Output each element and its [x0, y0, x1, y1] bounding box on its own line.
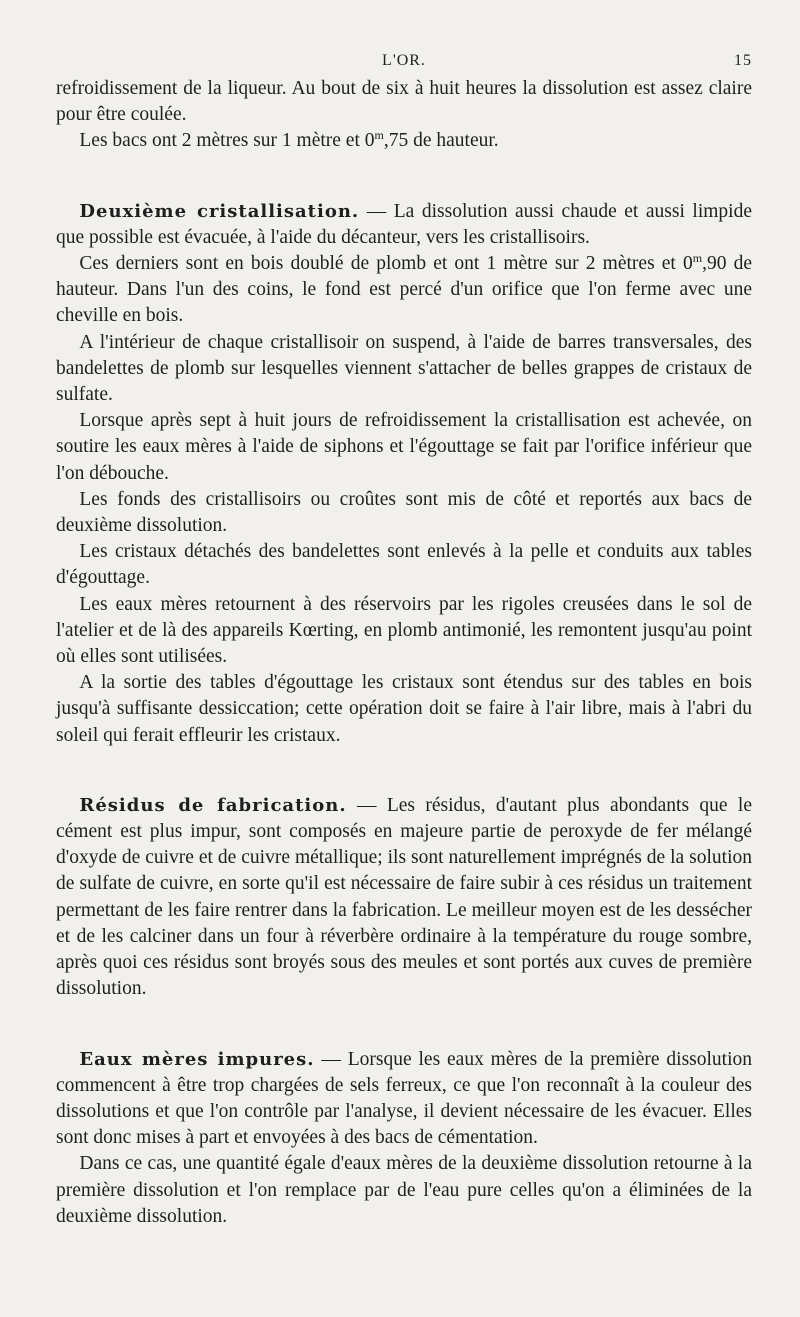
paragraph: Deuxième cristallisation. — La dissolution aussi chaude et aussi limpide que possible est évacuée, à l'aide du décanteur, vers les cristallisoirs. [56, 200, 752, 248]
section-heading: Résidus de fabrication. [79, 794, 347, 816]
page-number: 15 [734, 52, 752, 69]
paragraph: refroidissement de la liqueur. Au bout de six à huit heures la dissolution est assez claire pour être coulée. [56, 78, 752, 126]
paragraph: Les eaux mères retournent à des réservoirs par les rigoles creusées dans le sol de l'atelier et de là des appareils Kœrting, en plomb antimonié, les remontent jusqu'au point où elles sont utilisées. [56, 593, 752, 668]
section-heading: Deuxième cristallisation. [79, 200, 360, 222]
section-residus-de-fabrication [56, 793, 752, 1003]
book-page [56, 48, 752, 1230]
paragraph: A l'intérieur de chaque cristallisoir on suspend, à l'aide de barres transversales, des bandelettes de plomb sur lesquelles viennent s'attacher de belles grappes de cristaux de sulfate. [56, 331, 752, 406]
running-header [56, 48, 752, 76]
paragraph: Dans ce cas, une quantité égale d'eaux mères de la deuxième dissolution retourne à la première dissolution et l'on remplace par de l'eau pure celles qu'on a éliminées de la deuxième dissolution. [56, 1153, 752, 1227]
paragraph: Les bacs ont 2 mètres sur 1 mètre et 0$^m$,75 de hauteur. [79, 128, 499, 152]
paragraph: Eaux mères impures. — Lorsque les eaux mères de la première dissolution commencent à être trop chargées de sels ferreux, ce que l'on reconnaît à la couleur des dissolutions et que l'on contrôle par l'analyse, il devient nécessaire de les évacuer. Elles sont donc mises à part et envoyées à des bacs de cémentation. [56, 1048, 752, 1149]
paragraph: Résidus de fabrication. — Les résidus, d'autant plus abondants que le cément est plus impur, sont composés en majeure partie de peroxyde de fer mélangé d'oxyde de cuivre et de cuivre métallique; ils sont naturellement imprégnés de la solution de sulfate de cuivre, en sorte qu'il est nécessaire de faire subir à ces résidus un traitement permettant de les faire rentrer dans la fabrication. Le meilleur moyen est de les dessécher et de les calciner dans un four à réverbère ordinaire à la température du rouge sombre, après quoi ces résidus sont broyés sous des meules et sont portés aux cuves de première dissolution. [56, 794, 753, 1000]
paragraph: Lorsque après sept à huit jours de refroidissement la cristallisation est achevée, on soutire les eaux mères à l'aide de siphons et l'égouttage se fait par l'orifice inférieur que l'on débouche. [56, 410, 752, 484]
body-text [56, 76, 752, 1230]
section-eaux-meres-impures [56, 1047, 752, 1230]
running-title: L'OR. [382, 52, 426, 69]
paragraph: Les cristaux détachés des bandelettes sont enlevés à la pelle et conduits aux tables d'égouttage. [56, 541, 752, 589]
section-heading: Eaux mères impures. [79, 1048, 315, 1070]
paragraph: Ces derniers sont en bois doublé de plomb et ont 1 mètre sur 2 mètres et 0$^m$,90 de hauteur. Dans l'un des coins, le fond est percé d'un orifice que l'on ferme avec une cheville en bois. [56, 251, 752, 327]
paragraph: A la sortie des tables d'égouttage les cristaux sont étendus sur des tables en bois jusqu'à suffisante dessiccation; cette opération doit se faire à l'air libre, mais à l'abri du soleil qui ferait effleurir les cristaux. [56, 672, 752, 746]
paragraph: Les fonds des cristallisoirs ou croûtes sont mis de côté et reportés aux bacs de deuxième dissolution. [56, 488, 752, 537]
section-deuxieme-cristallisation [56, 199, 752, 749]
